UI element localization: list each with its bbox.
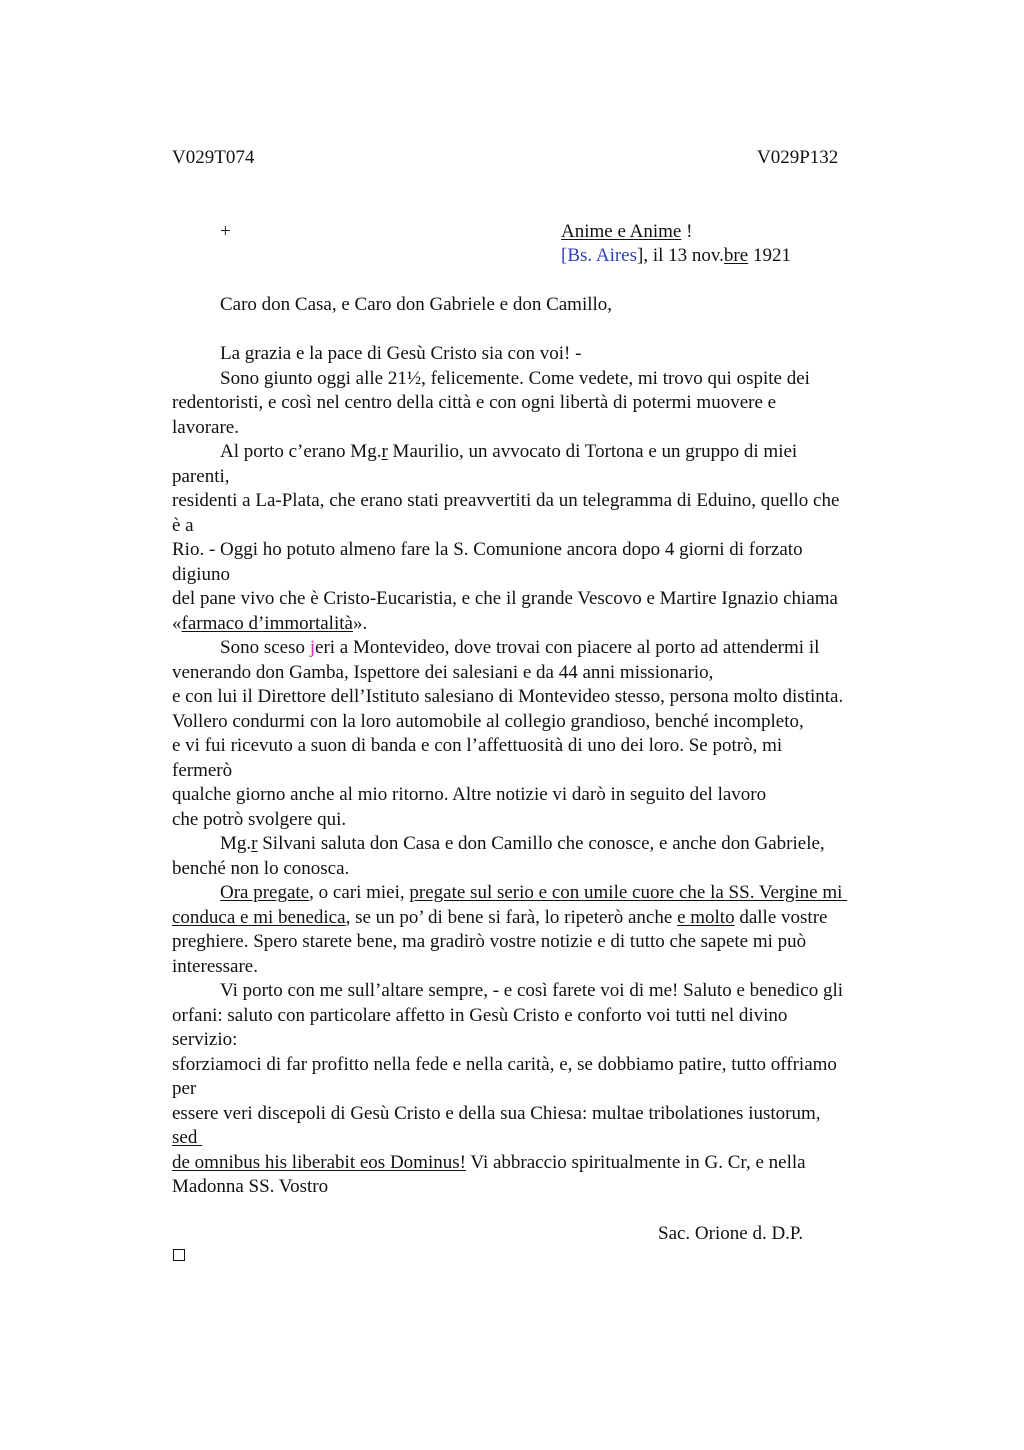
dateline-place: Bs. Aires [567,245,638,266]
text-run: de omnibus his liberabit eos Dominus! [172,1151,466,1173]
body-line [172,906,912,931]
body-line: interessare. [172,955,258,977]
body-line [172,636,912,661]
dateline-bracket: [ [561,245,568,266]
body-line: parenti, [172,465,230,487]
body-line: qualche giorno anche al mio ritorno. Altre notizie vi darò in seguito del lavoro [172,784,767,805]
body-line: per [172,1078,197,1099]
body-line: essere veri discepoli di Gesù Cristo e della sua Chiesa: multae tribolationes iustorum, [172,1102,821,1124]
dateline-bre: bre [723,245,749,266]
document-code-left: V029T074 [172,147,255,168]
checkbox-square-icon [173,1249,185,1261]
text-run: j [309,637,316,658]
text-run: « [172,612,182,634]
text-run: Maurilio, un avvocato di Tortona e un gruppo di miei [387,441,798,462]
dateline-date: ], il 13 nov. [637,245,724,266]
body-line: Rio. - Oggi ho potuto almeno fare la S. Comunione ancora dopo 4 giorni di forzato [172,539,803,560]
text-run: pregate sul serio e con umile cuore che la SS. Vergine mi [409,882,848,903]
text-run: Ora pregate [220,882,310,903]
text-run: ». [352,612,368,634]
text-run: r [381,441,388,462]
body-line [172,612,912,637]
body-line: lavorare. [172,416,239,438]
greeting: La grazia e la pace di Gesù Cristo sia con voi! - [220,343,582,364]
body-line: e con lui il Direttore dell’Istituto salesiano di Montevideo stesso, persona molto distinta. [172,686,844,707]
text-run: Mg. [220,833,252,854]
motto-text: Anime e Anime [561,221,682,242]
body-line [172,1151,912,1176]
cross-mark: + [220,221,231,242]
body-line: e vi fui ricevuto a suon di banda e con l’affettuosità di uno dei loro. Se potrò, mi [172,735,783,756]
body-line [172,440,912,465]
dateline [561,244,791,269]
text-run: r [251,833,258,854]
body-line: redentoristi, e così nel centro della città e con ogni libertà di potermi muovere e [172,392,777,413]
salutation: Caro don Casa, e Caro don Gabriele e don Camillo, [220,294,613,315]
text-run: Silvani saluta don Casa e don Camillo che conosce, e anche don Gabriele, [257,833,825,854]
body-line: residenti a La-Plata, che erano stati preavvertiti da un telegramma di Eduino, quello che [172,490,840,511]
body-line: Madonna SS. Vostro [172,1176,329,1197]
document-code-right: V029P132 [757,147,839,168]
text-run: dalle vostre [734,906,828,928]
body-line [172,881,912,906]
body-line: sforziamoci di far profitto nella fede e nella carità, e, se dobbiamo patire, tutto offriamo [172,1053,837,1075]
motto [561,220,692,245]
body-line: servizio: [172,1029,238,1050]
text-run: e molto [677,906,735,928]
text-run: sed [172,1127,203,1148]
body-line: orfani: saluto con particolare affetto in Gesù Cristo e conforto voi tutti nel divino [172,1004,788,1026]
text-run: , se un po’ di bene si farà, lo ripeterò anche [345,906,678,928]
body-line: Vi porto con me sull’altare sempre, - e così farete voi di me! Saluto e benedico gli [220,980,844,1001]
text-run: eri a Montevideo, dove trovai con piacere al porto ad attendermi il [315,637,820,658]
text-run: conduca e mi benedica [172,906,346,928]
body-line: Vollero condurmi con la loro automobile al collegio grandioso, benché incompleto, [172,710,804,732]
text-run: Al porto c’erano Mg. [220,441,382,462]
body-line: Sono giunto oggi alle 21½, felicemente. Come vedete, mi trovo qui ospite dei [220,367,810,389]
text-run: farmaco d’immortalità [181,612,353,634]
body-line: che potrò svolgere qui. [172,808,347,830]
body-line: venerando don Gamba, Ispettore dei salesiani e da 44 anni missionario, [172,661,714,683]
motto-suffix: ! [681,221,693,242]
body-line [172,832,912,857]
body-line: preghiere. Spero starete bene, ma gradirò vostre notizie e di tutto che sapete mi può [172,931,807,952]
body-line [172,1126,912,1151]
body-line: benché non lo conosca. [172,857,350,879]
text-run: Vi abbraccio spiritualmente in G. Cr, e nella [465,1151,806,1173]
text-run: Sono sceso [220,637,310,658]
dateline-year: 1921 [748,245,791,266]
letter-body [172,342,912,1200]
text-run: , o cari miei, [309,882,410,903]
body-line: è a [172,514,194,536]
body-line: digiuno [172,563,231,585]
body-line: fermerò [172,759,233,781]
body-line: del pane vivo che è Cristo-Eucaristia, e che il grande Vescovo e Martire Ignazio chiama [172,588,838,609]
signature: Sac. Orione d. D.P. [658,1223,804,1244]
